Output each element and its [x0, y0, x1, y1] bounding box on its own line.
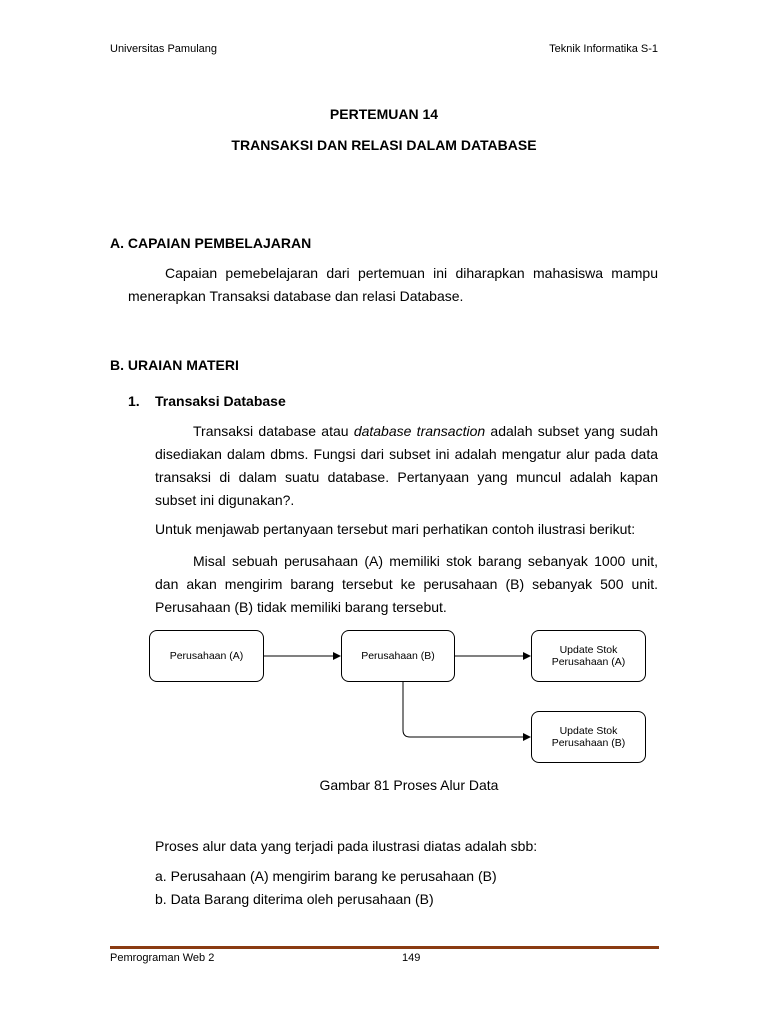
italic-term: database transaction [353, 423, 486, 439]
section-b-heading: B. URAIAN MATERI [110, 357, 239, 373]
section-a-line-1: Capaian pemebelajaran dari pertemuan ini diharapkan mahasiswa mampu [165, 265, 658, 281]
header-right: Teknik Informatika S-1 [549, 43, 658, 55]
question-line: Untuk menjawab pertanyaan tersebut mari perhatikan contoh ilustrasi berikut: [155, 521, 636, 537]
section-a-heading: A. CAPAIAN PEMBELAJARAN [110, 235, 312, 251]
transaction-line-1: Transaksi database atau database transaction adalah subset yang sudah [193, 423, 659, 439]
example-line-3: Perusahaan (B) tidak memiliki barang tersebut. [155, 599, 447, 615]
footer-rule [110, 946, 659, 949]
box-update-stok-b: Update Stok Perusahaan (B) [531, 711, 646, 763]
transaction-line-2: disediakan dalam dbms. Fungsi dari subset ini adalah mengatur alur pada data [155, 446, 658, 462]
header-left: Universitas Pamulang [110, 43, 217, 55]
process-item-a: a. Perusahaan (A) mengirim barang ke perusahaan (B) [155, 868, 497, 884]
box-perusahaan-b: Perusahaan (B) [341, 630, 455, 682]
page-title-meeting: PERTEMUAN 14 [329, 106, 439, 122]
example-line-2: dan akan mengirim barang tersebut ke perusahaan (B) sebanyak 500 unit. [155, 576, 658, 592]
transaction-line-4: subset ini digunakan?. [155, 492, 295, 508]
footer-course: Pemrograman Web 2 [110, 952, 215, 964]
transaction-line-3: transaksi di dalam suatu database. Pertanyaan yang muncul adalah kapan [155, 469, 658, 485]
page-title-topic: TRANSAKSI DAN RELASI DALAM DATABASE [231, 137, 537, 153]
box-perusahaan-a: Perusahaan (A) [149, 630, 264, 682]
page-number: 149 [402, 952, 421, 964]
subsection-number: 1. [128, 393, 140, 409]
process-intro: Proses alur data yang terjadi pada ilustrasi diatas adalah sbb: [155, 838, 538, 854]
figure-caption: Gambar 81 Proses Alur Data [319, 777, 499, 793]
process-item-b: b. Data Barang diterima oleh perusahaan (B) [155, 891, 434, 907]
arrow-b-to-update-b [403, 682, 530, 737]
box-update-stok-a: Update Stok Perusahaan (A) [531, 630, 646, 682]
example-line-1: Misal sebuah perusahaan (A) memiliki stok barang sebanyak 1000 unit, [193, 553, 658, 569]
subsection-title: Transaksi Database [155, 393, 286, 409]
section-a-line-2: menerapkan Transaksi database dan relasi Database. [128, 288, 464, 304]
